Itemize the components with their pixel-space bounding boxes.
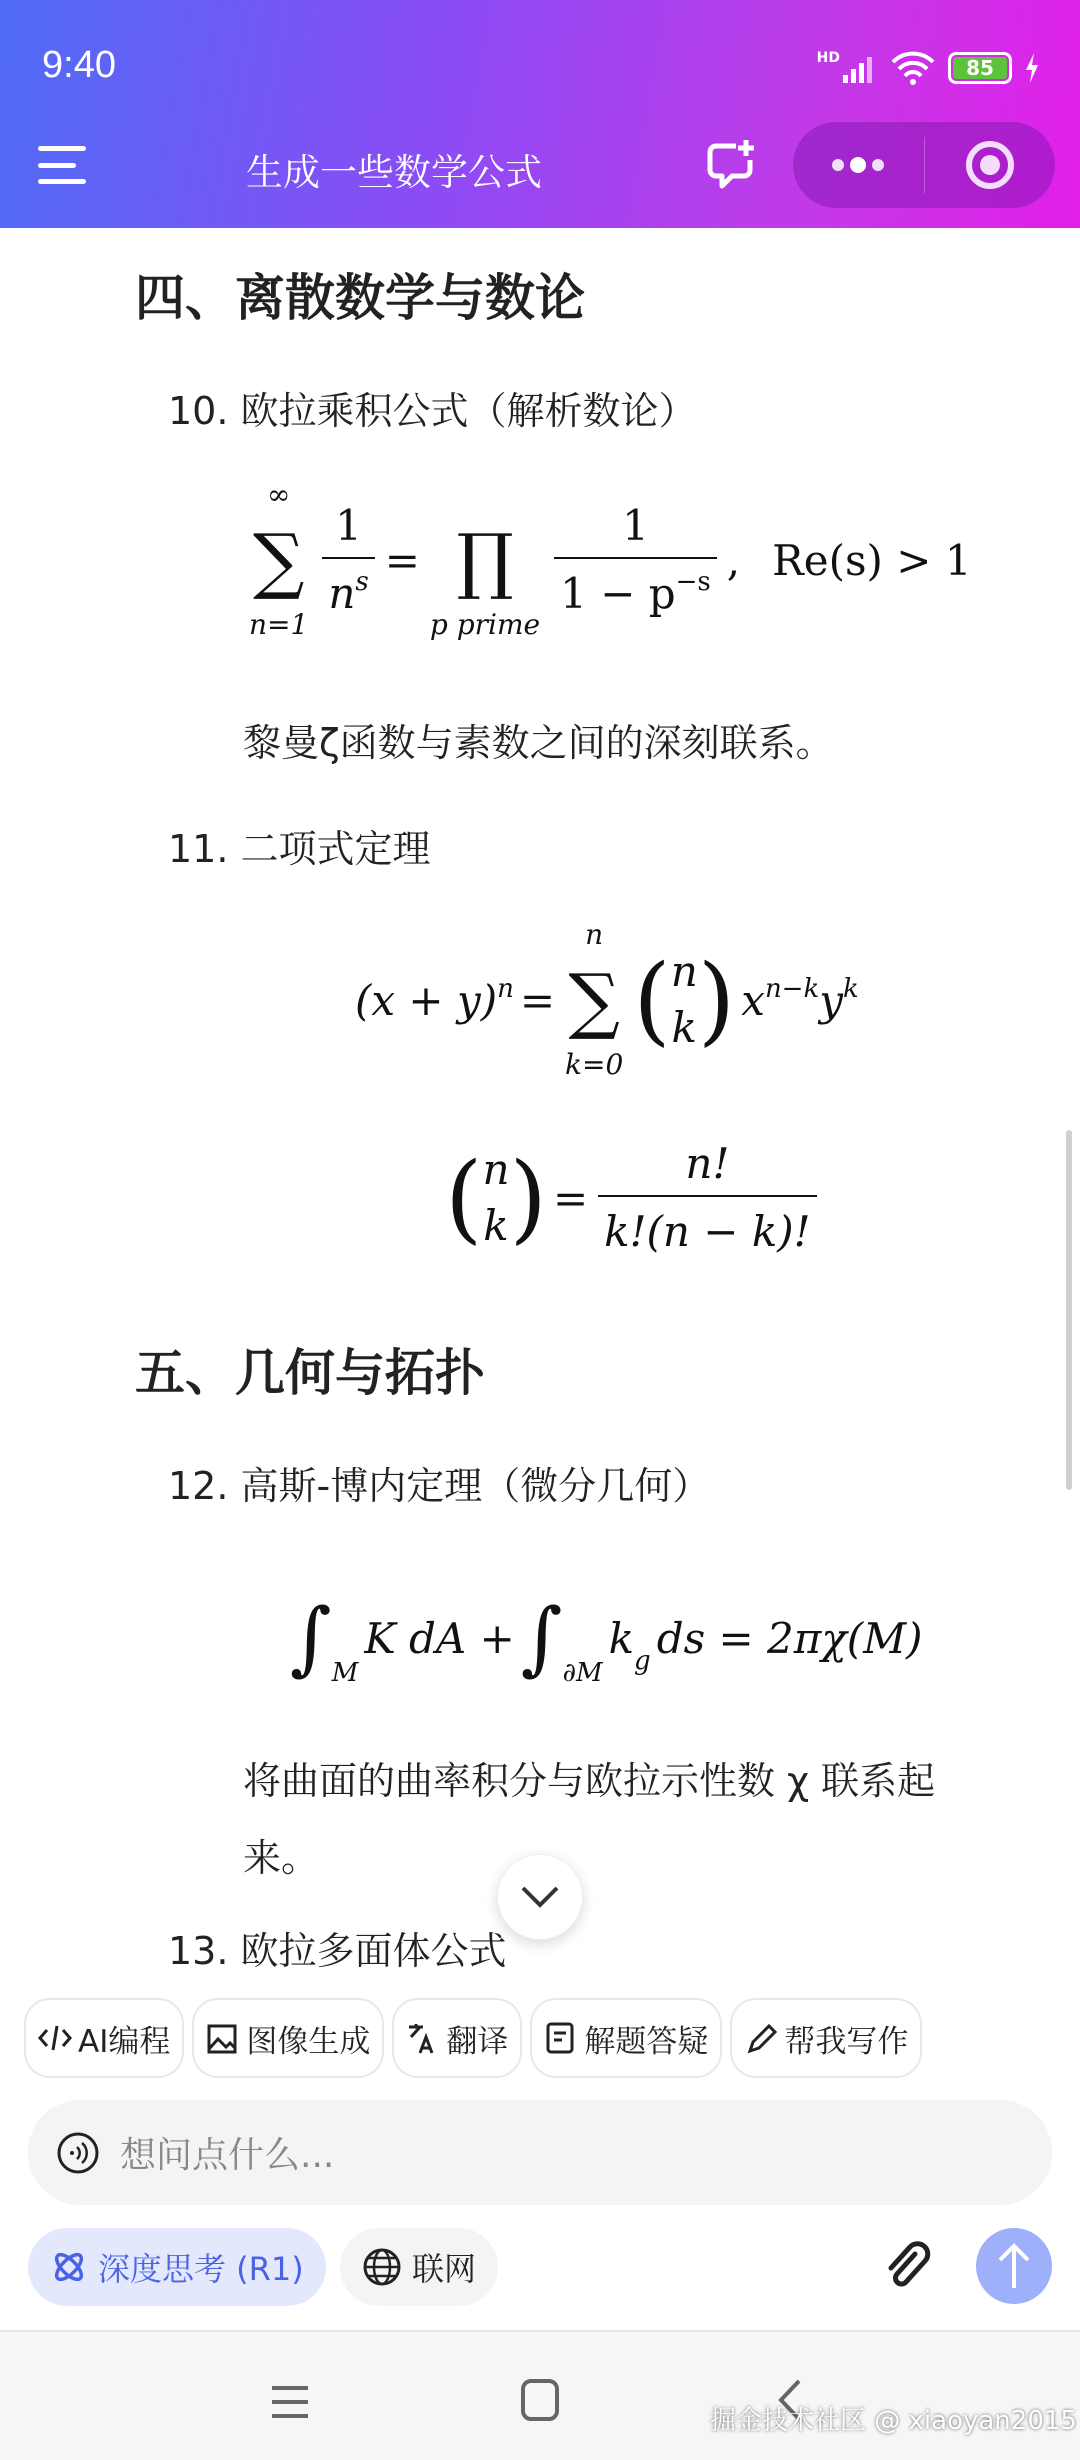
item-note: 黎曼ζ函数与素数之间的深刻联系。 — [243, 721, 834, 765]
status-time: 9:40 — [42, 44, 116, 86]
target-icon — [964, 139, 1016, 191]
item-note: 将曲面的曲率积分与欧拉示性数 χ 联系起 — [243, 1759, 936, 1803]
menu-button[interactable] — [38, 146, 86, 184]
item-title: 11. 二项式定理 — [168, 827, 431, 871]
more-icon — [830, 157, 886, 173]
item-title: 12. 高斯-博内定理（微分几何） — [168, 1464, 711, 1508]
document-icon — [544, 2021, 578, 2055]
image-icon — [206, 2021, 240, 2055]
input-panel — [0, 1988, 1080, 2330]
section-heading: 五、几何与拓扑 — [135, 1344, 485, 1402]
page-title: 生成一些数学公式 — [246, 151, 542, 194]
item-title: 13. 欧拉多面体公式 — [168, 1929, 507, 1973]
pen-icon — [744, 2021, 778, 2055]
formula-euler-product: ∞ ∑ n=1 $\frac{1}{n^s}$ = ∏ p prime $\frac{1}{1 - p^{-s}}$ , Re(s) > 1 — [249, 478, 972, 641]
home-icon[interactable] — [520, 2378, 560, 2422]
chat-content — [0, 228, 1080, 1988]
attachment-icon[interactable] — [882, 2240, 932, 2294]
formula-binomial-coefficient: ( n k ) = $\frac{n!}{k!(n - k)!}$ — [445, 1133, 821, 1263]
arrow-up-icon — [996, 2242, 1032, 2290]
formula-gauss-bonnet: $\int_M$ K dA + $\int_{\partial M}$ $k_g$ ds = 2πχ(M) — [290, 1591, 923, 1688]
formula-binomial: $(x + y)^n$ = n ∑ k=0 ( n k ) $x^{n-k}y^k$ — [355, 918, 859, 1081]
item-title: 10. 欧拉乘积公式（解析数论） — [168, 389, 697, 433]
recents-icon[interactable] — [270, 2384, 310, 2420]
system-nav-bar — [0, 2330, 1080, 2460]
deep-think-toggle[interactable]: 深度思考 (R1) — [28, 2228, 326, 2306]
message-input[interactable]: 想问点什么... — [28, 2100, 1052, 2205]
voice-icon — [56, 2131, 100, 2175]
section-heading: 四、离散数学与数论 — [135, 269, 585, 327]
battery-icon: 85 — [948, 52, 1012, 84]
new-chat-icon[interactable] — [706, 138, 756, 192]
mini-program-capsule — [793, 122, 1055, 208]
chip-problem-solving[interactable]: 解题答疑 — [530, 1998, 722, 2078]
close-capsule-button[interactable] — [925, 122, 1056, 208]
more-button[interactable] — [793, 122, 924, 208]
chip-ai-coding[interactable]: AI编程 — [24, 1998, 184, 2078]
scroll-to-bottom-button[interactable] — [497, 1854, 583, 1940]
status-icons — [817, 50, 1040, 86]
chip-translate[interactable]: 翻译 — [392, 1998, 522, 2078]
chip-image-generation[interactable]: 图像生成 — [192, 1998, 384, 2078]
watermark: 掘金技术社区 @ xiaoyan2015 — [710, 2406, 1077, 2436]
code-icon — [38, 2021, 72, 2055]
scrollbar[interactable] — [1066, 1130, 1072, 1490]
web-search-toggle[interactable]: 联网 — [340, 2228, 498, 2306]
atom-icon — [50, 2248, 88, 2286]
translate-icon — [406, 2021, 440, 2055]
charging-icon — [1024, 53, 1040, 83]
chip-writing[interactable]: 帮我写作 — [730, 1998, 922, 2078]
globe-icon — [362, 2247, 402, 2287]
wifi-icon — [890, 50, 936, 86]
chevron-down-icon — [520, 1885, 560, 1909]
signal-icon: HD — [817, 51, 878, 85]
send-button[interactable] — [976, 2228, 1052, 2304]
item-note: 来。 — [243, 1836, 320, 1880]
app-header — [0, 0, 1080, 228]
quick-actions — [24, 1998, 922, 2078]
